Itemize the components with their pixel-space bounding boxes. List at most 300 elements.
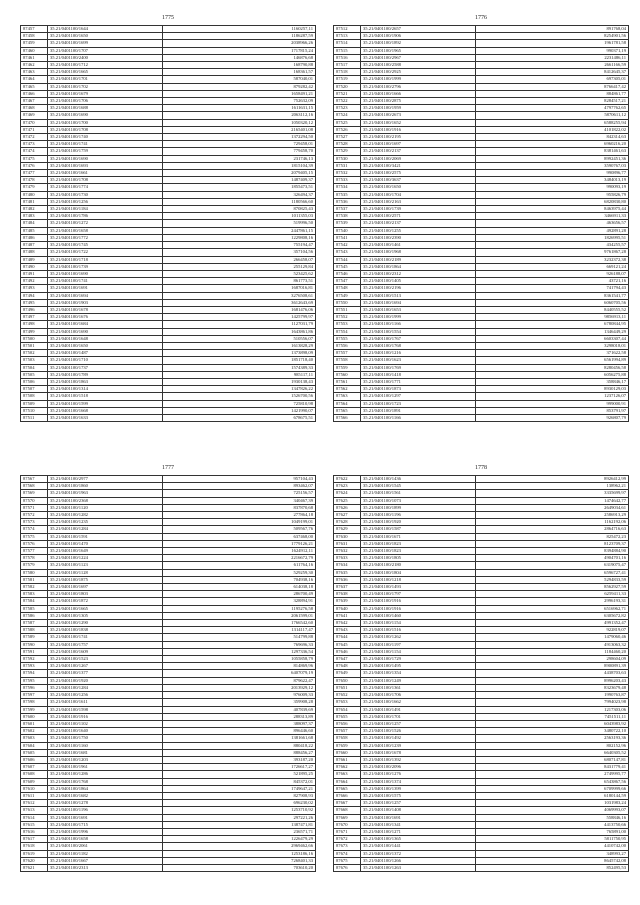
table-row xyxy=(21,33,316,40)
reference-code-cell: 35.21/0401100/1701 xyxy=(48,76,163,83)
reference-code-cell: 35.21/0401100/1184 xyxy=(48,206,163,213)
row-id-cell: 87463 xyxy=(21,69,48,76)
amount-cell: 1237126,07 xyxy=(476,393,629,400)
amount-cell: 1347826,22 xyxy=(163,386,316,393)
table-row xyxy=(21,742,316,749)
amount-cell: 357104,56 xyxy=(163,249,316,256)
row-id-cell: 87523 xyxy=(334,105,361,112)
row-id-cell: 87637 xyxy=(334,584,361,591)
reference-code-cell: 35.21/0401100/1314 xyxy=(48,386,163,393)
reference-code-cell: 35.21/0401100/1154 xyxy=(361,620,476,627)
amount-cell: 1766542,60 xyxy=(163,620,316,627)
reference-code-cell: 35.21/0401100/1196 xyxy=(48,807,163,814)
amount-cell: 861773,51 xyxy=(163,278,316,285)
row-id-cell: 87467 xyxy=(21,98,48,105)
amount-cell: 704938,16 xyxy=(163,576,316,583)
reference-code-cell: 35.21/0401100/2390 xyxy=(361,234,476,241)
table-row xyxy=(21,670,316,677)
reference-code-cell: 35.21/0401100/1774 xyxy=(48,184,163,191)
table-row xyxy=(21,292,316,299)
row-id-cell: 87458 xyxy=(21,33,48,40)
amount-cell: 6319075,47 xyxy=(476,562,629,569)
table-row xyxy=(21,299,316,306)
reference-code-cell: 35.21/0401100/1668 xyxy=(48,407,163,414)
amount-cell: 1381661,68 xyxy=(163,735,316,742)
row-id-cell: 87499 xyxy=(21,328,48,335)
row-id-cell: 87468 xyxy=(21,105,48,112)
reference-code-cell: 35.21/0401100/1723 xyxy=(361,400,476,407)
reference-code-cell: 35.21/0401100/1707 xyxy=(48,47,163,54)
row-id-cell: 87472 xyxy=(21,134,48,141)
row-id-cell: 87671 xyxy=(334,828,361,835)
row-id-cell: 87504 xyxy=(21,364,48,371)
amount-cell: 2216672,79 xyxy=(163,555,316,562)
amount-cell: 6596727,41 xyxy=(476,569,629,576)
reference-code-cell: 35.21/0401100/1741 xyxy=(48,634,163,641)
row-id-cell: 87660 xyxy=(334,749,361,756)
amount-cell: 922819,07 xyxy=(476,627,629,634)
reference-code-cell: 35.21/0401100/1903 xyxy=(48,299,163,306)
row-id-cell: 87570 xyxy=(21,497,48,504)
table-row xyxy=(21,756,316,763)
amount-cell: 842314,63 xyxy=(476,134,629,141)
row-id-cell: 87515 xyxy=(334,47,361,54)
reference-code-cell: 35.21/0401100/1262 xyxy=(361,634,476,641)
table-row xyxy=(334,569,629,576)
reference-code-cell: 35.21/0401100/1678 xyxy=(361,749,476,756)
reference-code-cell: 35.21/0401100/1267 xyxy=(48,663,163,670)
row-id-cell: 87622 xyxy=(334,476,361,483)
row-id-cell: 87516 xyxy=(334,54,361,61)
amount-cell: 587040,01 xyxy=(163,76,316,83)
table-row xyxy=(334,155,629,162)
amount-cell: 463656,57 xyxy=(476,220,629,227)
reference-code-cell: 35.21/0401100/1290 xyxy=(48,620,163,627)
row-id-cell: 87607 xyxy=(21,764,48,771)
reference-code-cell: 35.21/0401100/1286 xyxy=(48,771,163,778)
amount-cell: 1815104,39 xyxy=(163,162,316,169)
row-id-cell: 87575 xyxy=(21,533,48,540)
reference-code-cell: 35.21/0401100/1999 xyxy=(361,314,476,321)
row-id-cell: 87600 xyxy=(21,713,48,720)
amount-cell: 6516962,71 xyxy=(476,605,629,612)
row-id-cell: 87533 xyxy=(334,177,361,184)
amount-cell: 168790,88 xyxy=(163,62,316,69)
amount-cell: 1726617,27 xyxy=(163,764,316,771)
row-id-cell: 87569 xyxy=(21,490,48,497)
amount-cell: 741794,43 xyxy=(476,285,629,292)
table-row xyxy=(21,234,316,241)
reference-code-cell: 35.21/0401100/1073 xyxy=(361,497,476,504)
amount-cell: 8645742,08 xyxy=(476,857,629,864)
table-row xyxy=(21,504,316,511)
row-id-cell: 87662 xyxy=(334,764,361,771)
reference-code-cell: 35.21/0401100/1676 xyxy=(48,314,163,321)
row-id-cell: 87661 xyxy=(334,756,361,763)
reference-code-cell: 35.21/0401100/2875 xyxy=(361,98,476,105)
row-id-cell: 87576 xyxy=(21,540,48,547)
panel-title: 1775 xyxy=(162,15,174,21)
row-id-cell: 87493 xyxy=(21,285,48,292)
table-row xyxy=(334,706,629,713)
reference-code-cell: 35.21/0401100/1354 xyxy=(361,670,476,677)
table-row xyxy=(21,720,316,727)
table-row xyxy=(21,342,316,349)
table-row xyxy=(21,684,316,691)
table-row xyxy=(21,170,316,177)
amount-cell: 852495,53 xyxy=(476,864,629,871)
reference-code-cell: 35.21/0401100/1679 xyxy=(48,90,163,97)
amount-cell: 1050320,12 xyxy=(163,119,316,126)
amount-cell: 358846,17 xyxy=(476,378,629,385)
row-id-cell: 87548 xyxy=(334,285,361,292)
amount-cell: 6588255,94 xyxy=(476,119,629,126)
row-id-cell: 87554 xyxy=(334,328,361,335)
amount-cell: 2749995,77 xyxy=(476,771,629,778)
reference-code-cell: 35.21/0401100/1470 xyxy=(48,540,163,547)
table-row xyxy=(21,540,316,547)
amount-cell: 236571,71 xyxy=(163,828,316,835)
row-id-cell: 87483 xyxy=(21,213,48,220)
row-id-cell: 87642 xyxy=(334,620,361,627)
table-row xyxy=(334,105,629,112)
table-row xyxy=(334,162,629,169)
amount-cell: 2165401,08 xyxy=(163,126,316,133)
row-id-cell: 87527 xyxy=(334,134,361,141)
amount-cell: 6060705,56 xyxy=(476,299,629,306)
table-row xyxy=(21,476,316,483)
reference-code-cell: 35.21/0401100/1745 xyxy=(48,242,163,249)
reference-code-cell: 35.21/0401100/2673 xyxy=(361,112,476,119)
reference-code-cell: 35.21/0401100/1239 xyxy=(361,742,476,749)
amount-cell: 6640305,52 xyxy=(476,749,629,756)
amount-cell: 4069993,07 xyxy=(476,807,629,814)
amount-cell: 5294833,59 xyxy=(476,576,629,583)
reference-code-cell: 35.21/0401100/1526 xyxy=(361,728,476,735)
row-id-cell: 87478 xyxy=(21,177,48,184)
row-id-cell: 87654 xyxy=(334,706,361,713)
table-row xyxy=(21,177,316,184)
reference-code-cell: 35.21/0401100/1741 xyxy=(48,278,163,285)
amount-cell: 827908,93 xyxy=(163,792,316,799)
reference-code-cell: 35.21/0401100/1305 xyxy=(48,612,163,619)
table-row xyxy=(334,54,629,61)
reference-code-cell: 35.21/0401100/1405 xyxy=(361,278,476,285)
table-row xyxy=(334,864,629,871)
row-id-cell: 87665 xyxy=(334,785,361,792)
amount-cell: 2013929,12 xyxy=(163,684,316,691)
row-id-cell: 87669 xyxy=(334,814,361,821)
amount-cell: 1297336,54 xyxy=(163,648,316,655)
reference-code-cell: 35.21/0401100/1864 xyxy=(361,263,476,270)
amount-cell: 407839,69 xyxy=(163,706,316,713)
row-id-cell: 87459 xyxy=(21,40,48,47)
table-row xyxy=(334,778,629,785)
row-id-cell: 87485 xyxy=(21,227,48,234)
table-row xyxy=(21,98,316,105)
row-id-cell: 87644 xyxy=(334,634,361,641)
row-id-cell: 87475 xyxy=(21,155,48,162)
row-id-cell: 87583 xyxy=(21,591,48,598)
reference-code-cell: 35.21/0401100/1750 xyxy=(48,735,163,742)
reference-code-cell: 35.21/0401100/1263 xyxy=(361,864,476,871)
row-id-cell: 87590 xyxy=(21,641,48,648)
reference-code-cell: 35.21/0401100/1759 xyxy=(48,148,163,155)
amount-cell: 434255,57 xyxy=(476,242,629,249)
amount-cell: 880418,22 xyxy=(163,742,316,749)
reference-code-cell: 35.21/0401100/1704 xyxy=(361,191,476,198)
table-row xyxy=(334,641,629,648)
reference-code-cell: 35.21/0401100/1863 xyxy=(48,378,163,385)
row-id-cell: 87507 xyxy=(21,386,48,393)
table-row xyxy=(21,483,316,490)
table-row xyxy=(334,414,629,421)
table-row xyxy=(21,656,316,663)
table-row xyxy=(334,857,629,864)
amount-cell: 1160257,11 xyxy=(163,26,316,33)
table-row xyxy=(334,198,629,205)
row-id-cell: 87668 xyxy=(334,807,361,814)
amount-cell: 8440555,52 xyxy=(476,306,629,313)
table-row xyxy=(334,612,629,619)
amount-cell: 7994023,98 xyxy=(476,699,629,706)
table-row xyxy=(334,821,629,828)
row-id-cell: 87580 xyxy=(21,569,48,576)
reference-code-cell: 35.21/0401100/2096 xyxy=(361,764,476,771)
row-id-cell: 87471 xyxy=(21,126,48,133)
amount-cell: 8992451,36 xyxy=(476,155,629,162)
amount-cell: 43721,16 xyxy=(476,278,629,285)
row-id-cell: 87479 xyxy=(21,184,48,191)
amount-cell: 614038,18 xyxy=(163,584,316,591)
reference-code-cell: 35.21/0401100/1392 xyxy=(361,756,476,763)
row-id-cell: 87663 xyxy=(334,771,361,778)
amount-cell: 765891,00 xyxy=(476,828,629,835)
amount-cell: 6543867,56 xyxy=(476,778,629,785)
amount-cell: 1184460,20 xyxy=(476,648,629,655)
amount-cell: 1226479,29 xyxy=(163,836,316,843)
amount-cell: 703610,20 xyxy=(163,864,316,871)
reference-code-cell: 35.21/0401100/1965 xyxy=(361,47,476,54)
amount-cell: 1613828,29 xyxy=(163,342,316,349)
reference-code-cell: 35.21/0401100/1665 xyxy=(48,605,163,612)
amount-cell: 8930129,03 xyxy=(476,386,629,393)
row-id-cell: 87666 xyxy=(334,792,361,799)
amount-cell: 4101822,02 xyxy=(476,126,629,133)
amount-cell: 1851718,40 xyxy=(163,357,316,364)
table-row xyxy=(21,105,316,112)
row-id-cell: 87594 xyxy=(21,670,48,677)
table-row xyxy=(21,40,316,47)
row-id-cell: 87646 xyxy=(334,648,361,655)
row-id-cell: 87643 xyxy=(334,627,361,634)
table-row xyxy=(334,350,629,357)
reference-code-cell: 35.21/0401100/1216 xyxy=(361,350,476,357)
reference-code-cell: 35.21/0401100/1768 xyxy=(361,342,476,349)
reference-code-cell: 35.21/0401100/1694 xyxy=(361,299,476,306)
amount-cell: 976009,33 xyxy=(163,692,316,699)
amount-cell: 669121,24 xyxy=(476,263,629,270)
row-id-cell: 87634 xyxy=(334,562,361,569)
reference-code-cell: 35.21/0401100/1591 xyxy=(48,533,163,540)
amount-cell: 514799,88 xyxy=(163,634,316,641)
row-id-cell: 87510 xyxy=(21,407,48,414)
table-row xyxy=(334,285,629,292)
reference-code-cell: 35.21/0401100/1513 xyxy=(361,292,476,299)
reference-code-cell: 35.21/0401100/1408 xyxy=(361,807,476,814)
amount-cell: 752632,09 xyxy=(163,98,316,105)
table-row xyxy=(334,263,629,270)
reference-code-cell: 35.21/0401100/1460 xyxy=(361,612,476,619)
reference-code-cell: 35.21/0401100/1772 xyxy=(48,234,163,241)
table-row xyxy=(334,112,629,119)
reference-code-cell: 35.21/0401100/2163 xyxy=(361,198,476,205)
row-id-cell: 87676 xyxy=(334,864,361,871)
row-id-cell: 87616 xyxy=(21,828,48,835)
row-id-cell: 87630 xyxy=(334,533,361,540)
row-id-cell: 87626 xyxy=(334,504,361,511)
row-id-cell: 87664 xyxy=(334,778,361,785)
reference-code-cell: 35.21/0401100/1838 xyxy=(48,627,163,634)
table-row xyxy=(334,321,629,328)
table-row xyxy=(21,285,316,292)
amount-cell: 769696,33 xyxy=(163,641,316,648)
reference-code-cell: 35.21/0401100/2967 xyxy=(361,54,476,61)
reference-code-cell: 35.21/0401100/1196 xyxy=(361,512,476,519)
table-row xyxy=(334,328,629,335)
reference-code-cell: 35.21/0401100/1684 xyxy=(48,321,163,328)
table-row xyxy=(21,321,316,328)
amount-cell: 1930138,43 xyxy=(163,378,316,385)
row-id-cell: 87611 xyxy=(21,792,48,799)
row-id-cell: 87540 xyxy=(334,227,361,234)
row-id-cell: 87574 xyxy=(21,526,48,533)
row-id-cell: 87656 xyxy=(334,720,361,727)
reference-code-cell: 35.21/0401100/1399 xyxy=(361,785,476,792)
amount-cell: 1031983,24 xyxy=(476,800,629,807)
reference-code-cell: 35.21/0401100/1906 xyxy=(361,33,476,40)
table-row xyxy=(334,836,629,843)
reference-code-cell: 35.21/0401100/2061 xyxy=(48,843,163,850)
amount-cell: 1314117,47 xyxy=(163,627,316,634)
table-row xyxy=(334,483,629,490)
reference-code-cell: 35.21/0401100/1737 xyxy=(48,364,163,371)
reference-code-cell: 35.21/0401100/1492 xyxy=(361,735,476,742)
table-row xyxy=(21,393,316,400)
reference-code-cell: 35.21/0401100/1487 xyxy=(48,350,163,357)
table-row xyxy=(21,792,316,799)
row-id-cell: 87670 xyxy=(334,821,361,828)
amount-cell: 1479060,46 xyxy=(476,634,629,641)
amount-cell: 1011355,03 xyxy=(163,213,316,220)
table-row xyxy=(334,699,629,706)
amount-cell: 6820830,80 xyxy=(476,198,629,205)
row-id-cell: 87557 xyxy=(334,350,361,357)
row-id-cell: 87629 xyxy=(334,526,361,533)
data-table xyxy=(20,25,316,422)
amount-cell: 6780844,95 xyxy=(476,321,629,328)
amount-cell: 6043983,92 xyxy=(476,720,629,727)
reference-code-cell: 35.21/0401100/1554 xyxy=(361,328,476,335)
row-id-cell: 87581 xyxy=(21,576,48,583)
table-row xyxy=(21,256,316,263)
amount-cell: 2447861,15 xyxy=(163,227,316,234)
table-row xyxy=(334,497,629,504)
amount-cell: 2079405,15 xyxy=(163,170,316,177)
reference-code-cell: 35.21/0401100/2189 xyxy=(361,256,476,263)
row-id-cell: 87614 xyxy=(21,814,48,821)
row-id-cell: 87544 xyxy=(334,256,361,263)
amount-cell: 1229808,16 xyxy=(163,234,316,241)
table-row xyxy=(334,728,629,735)
table-row xyxy=(334,234,629,241)
amount-cell: 879282,42 xyxy=(163,83,316,90)
row-id-cell: 87534 xyxy=(334,184,361,191)
row-id-cell: 87582 xyxy=(21,584,48,591)
row-id-cell: 87501 xyxy=(21,342,48,349)
reference-code-cell: 35.21/0401100/1694 xyxy=(48,292,163,299)
reference-code-cell: 35.21/0401100/1123 xyxy=(48,562,163,569)
reference-code-cell: 35.21/0401100/1361 xyxy=(361,684,476,691)
reference-code-cell: 35.21/0401100/1730 xyxy=(48,191,163,198)
reference-code-cell: 35.21/0401100/1805 xyxy=(361,555,476,562)
amount-cell: 3480722,10 xyxy=(476,728,629,735)
amount-cell: 884861,77 xyxy=(476,90,629,97)
row-id-cell: 87553 xyxy=(334,321,361,328)
amount-cell: 371622,58 xyxy=(476,350,629,357)
table-row xyxy=(21,126,316,133)
reference-code-cell: 35.21/0401100/2575 xyxy=(361,170,476,177)
table-row xyxy=(334,771,629,778)
reference-code-cell: 35.21/0401100/1609 xyxy=(48,648,163,655)
row-id-cell: 87653 xyxy=(334,699,361,706)
table-row xyxy=(21,314,316,321)
table-row xyxy=(334,684,629,691)
reference-code-cell: 35.21/0401100/1916 xyxy=(48,713,163,720)
reference-code-cell: 35.21/0401100/1771 xyxy=(361,378,476,385)
row-id-cell: 87632 xyxy=(334,548,361,555)
amount-cell: 1425799,97 xyxy=(163,314,316,321)
amount-cell: 1487409,37 xyxy=(163,177,316,184)
row-id-cell: 87528 xyxy=(334,141,361,148)
reference-code-cell: 35.21/0401100/1493 xyxy=(361,584,476,591)
reference-code-cell: 35.21/0401100/1968 xyxy=(361,249,476,256)
table-row xyxy=(334,800,629,807)
reference-code-cell: 35.21/0401100/2977 xyxy=(48,476,163,483)
row-id-cell: 87613 xyxy=(21,807,48,814)
amount-cell: 2038966,26 xyxy=(163,40,316,47)
table-row xyxy=(21,648,316,655)
table-row xyxy=(21,584,316,591)
reference-code-cell: 35.21/0401100/2400 xyxy=(48,54,163,61)
amount-cell: 388097,37 xyxy=(163,720,316,727)
row-id-cell: 87518 xyxy=(334,69,361,76)
table-row xyxy=(334,562,629,569)
amount-cell: 359908,28 xyxy=(163,699,316,706)
row-id-cell: 87597 xyxy=(21,692,48,699)
row-id-cell: 87469 xyxy=(21,112,48,119)
row-id-cell: 87595 xyxy=(21,677,48,684)
reference-code-cell: 35.21/0401100/1702 xyxy=(48,83,163,90)
reference-code-cell: 35.21/0401100/2368 xyxy=(48,497,163,504)
table-row xyxy=(21,364,316,371)
amount-cell: 9761867,28 xyxy=(476,249,629,256)
reference-code-cell: 35.21/0401100/1691 xyxy=(48,285,163,292)
amount-cell: 5811750,95 xyxy=(476,836,629,843)
row-id-cell: 87491 xyxy=(21,270,48,277)
row-id-cell: 87460 xyxy=(21,47,48,54)
reference-code-cell: 35.21/0401100/1722 xyxy=(48,249,163,256)
